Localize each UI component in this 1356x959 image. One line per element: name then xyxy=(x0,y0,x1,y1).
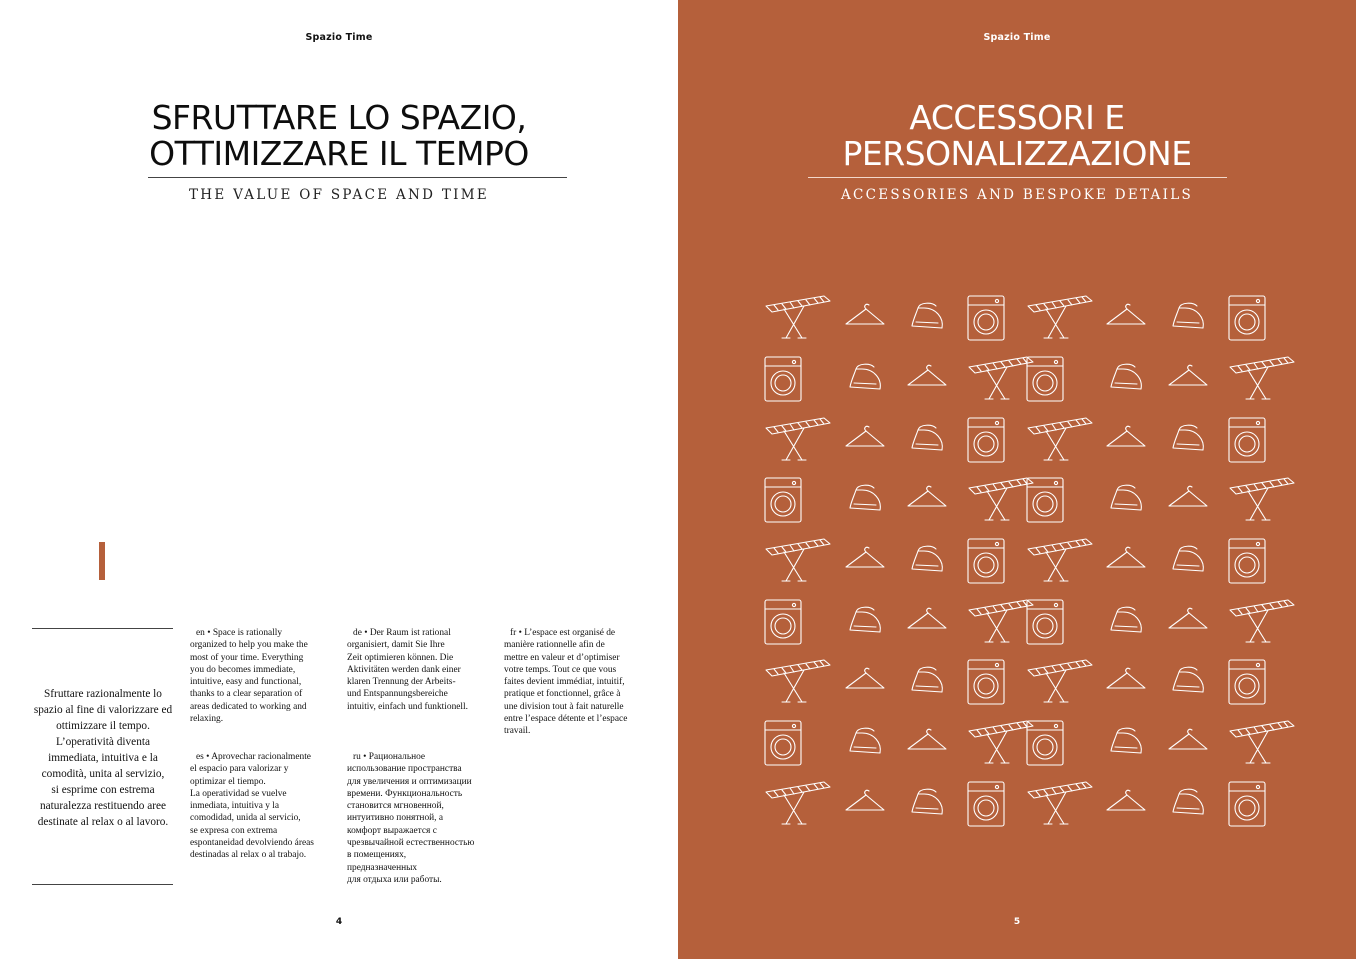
text-column-fr xyxy=(504,627,649,738)
iron-icon xyxy=(1111,607,1141,632)
text-line: Aktivitäten werden dank einer xyxy=(347,664,461,675)
text-line: La operatividad se vuelve xyxy=(190,788,287,799)
text-line: L’espace est organisé de xyxy=(524,628,616,638)
text-line: se expresa con extrema xyxy=(190,825,278,836)
hanger-icon xyxy=(908,365,946,385)
intro-line: L’operatività diventa xyxy=(55,736,150,748)
iron-icon xyxy=(850,728,880,753)
text-line: klaren Trennung der Arbeits- xyxy=(347,677,456,688)
text-line: комфорт выражается с xyxy=(347,825,437,836)
text-column-es xyxy=(190,751,335,862)
lang-code: ru xyxy=(353,752,361,762)
page-title xyxy=(0,100,678,172)
text-line: und Entspannungsbereiche xyxy=(347,689,448,700)
page-subtitle: ACCESSORIES AND BESPOKE DETAILS xyxy=(840,187,1194,203)
hanger-icon xyxy=(1169,608,1207,628)
iron-icon xyxy=(912,789,942,814)
text-line: most of your time. Everything xyxy=(190,652,304,663)
hanger-icon xyxy=(1107,790,1145,810)
drying-rack-icon xyxy=(969,721,1033,763)
intro-line: ottimizzare il tempo. xyxy=(56,720,150,732)
washing-machine-icon xyxy=(968,660,1004,704)
text-line: интуитивно понятной, а xyxy=(347,813,444,824)
title-line-1: ACCESSORI E xyxy=(909,98,1125,137)
hanger-icon xyxy=(908,608,946,628)
page-subtitle: THE VALUE OF SPACE AND TIME xyxy=(188,187,490,203)
drying-rack-icon xyxy=(1028,660,1092,702)
text-line: you do becomes immediate, xyxy=(190,664,296,675)
lang-line xyxy=(347,627,492,639)
washing-machine-icon xyxy=(1027,478,1063,522)
text-line: Der Raum ist rational xyxy=(369,628,451,638)
text-line: une division tout à fait naturelle xyxy=(504,701,624,712)
text-line: intuitive, easy and functional, xyxy=(190,677,302,688)
right-page xyxy=(678,0,1356,959)
intro-line: naturalezza restituendo aree xyxy=(39,800,167,812)
intro-line: immediata, intuitiva e la xyxy=(48,752,158,764)
text-line: использование пространства xyxy=(347,764,462,775)
intro-line: si esprime con estrema xyxy=(51,784,155,796)
laundry-icon-pattern xyxy=(678,0,1356,959)
text-line: relaxing. xyxy=(190,714,224,725)
text-line: comodidad, unida al servicio, xyxy=(190,813,301,824)
washing-machine-icon xyxy=(765,357,801,401)
text-line: для отдыха или работы. xyxy=(347,874,442,885)
iron-icon xyxy=(1111,485,1141,510)
text-column-en xyxy=(190,627,335,725)
drying-rack-icon xyxy=(969,478,1033,520)
text-line: el espacio para valorizar y xyxy=(190,764,289,775)
iron-icon xyxy=(1173,546,1203,571)
hanger-icon xyxy=(1107,547,1145,567)
text-column-ru xyxy=(347,751,497,886)
intro-text-it xyxy=(30,686,176,830)
drying-rack-icon xyxy=(1230,478,1294,520)
drying-rack-icon xyxy=(766,782,830,824)
washing-machine-icon xyxy=(1027,357,1063,401)
iron-icon xyxy=(1111,728,1141,753)
page-number: 5 xyxy=(1013,917,1021,927)
text-line: Рациональное xyxy=(368,752,426,762)
drying-rack-icon xyxy=(1230,600,1294,642)
lang-code: es xyxy=(196,752,204,762)
iron-icon xyxy=(912,303,942,328)
text-line: становится мгновенной, xyxy=(347,801,444,812)
washing-machine-icon xyxy=(1229,418,1265,462)
text-line: organisiert, damit Sie Ihre xyxy=(347,640,445,651)
drying-rack-icon xyxy=(766,660,830,702)
hanger-icon xyxy=(846,426,884,446)
drying-rack-icon xyxy=(969,600,1033,642)
washing-machine-icon xyxy=(765,478,801,522)
title-line-2: OTTIMIZZARE IL TEMPO xyxy=(149,134,529,173)
hanger-icon xyxy=(1169,486,1207,506)
lang-line xyxy=(347,751,497,763)
text-line: manière rationnelle afin de xyxy=(504,640,605,651)
text-line: entre l’espace détente et l’espace xyxy=(504,714,628,725)
iron-icon xyxy=(850,607,880,632)
iron-icon xyxy=(850,364,880,389)
text-line: optimizar el tiempo. xyxy=(190,776,266,787)
text-line: votre temps. Tout ce que vous xyxy=(504,664,617,675)
intro-bottom-rule xyxy=(32,884,173,885)
hanger-icon xyxy=(1107,668,1145,688)
title-rule xyxy=(148,177,567,178)
drying-rack-icon xyxy=(969,357,1033,399)
iron-icon xyxy=(1173,667,1203,692)
pattern-grid xyxy=(765,296,1294,826)
text-column-de xyxy=(347,627,492,713)
iron-icon xyxy=(1173,789,1203,814)
text-line: для увеличения и оптимизации xyxy=(347,776,472,787)
iron-icon xyxy=(912,425,942,450)
bullet: • xyxy=(206,752,210,762)
text-line: Aprovechar racionalmente xyxy=(211,752,311,762)
washing-machine-icon xyxy=(968,418,1004,462)
text-line: travail. xyxy=(504,726,531,737)
intro-line: spazio al fine di valorizzare ed xyxy=(33,704,173,716)
running-head: Spazio Time xyxy=(983,32,1051,43)
washing-machine-icon xyxy=(1027,600,1063,644)
drying-rack-icon xyxy=(1028,539,1092,581)
hanger-icon xyxy=(908,729,946,749)
washing-machine-icon xyxy=(968,782,1004,826)
text-line: destinadas al relax o al trabajo. xyxy=(190,850,307,861)
text-line: organized to help you make the xyxy=(190,640,308,651)
text-line: espontaneidad devolviendo áreas xyxy=(190,838,314,849)
intro-line: destinate al relax o al lavoro. xyxy=(37,816,169,828)
bullet: • xyxy=(364,628,368,638)
hanger-icon xyxy=(908,486,946,506)
intro-line: comodità, unita al servizio, xyxy=(41,768,165,780)
iron-icon xyxy=(850,485,880,510)
hanger-icon xyxy=(846,547,884,567)
text-line: чрезвычайной естественностью xyxy=(347,838,475,849)
washing-machine-icon xyxy=(1229,296,1265,340)
drying-rack-icon xyxy=(766,418,830,460)
washing-machine-icon xyxy=(968,539,1004,583)
text-line: faites devient immédiat, intuitif, xyxy=(504,677,625,688)
text-line: areas dedicated to working and xyxy=(190,701,307,712)
lang-code: en xyxy=(196,628,205,638)
intro-top-rule xyxy=(32,628,173,629)
hanger-icon xyxy=(1169,729,1207,749)
text-line: Zeit optimieren können. Die xyxy=(347,652,454,663)
accent-bar xyxy=(99,542,105,580)
bullet: • xyxy=(207,628,211,638)
drying-rack-icon xyxy=(1230,357,1294,399)
text-line: предназначенных xyxy=(347,862,418,873)
washing-machine-icon xyxy=(1229,539,1265,583)
running-head: Spazio Time xyxy=(305,32,373,43)
hanger-icon xyxy=(1107,426,1145,446)
drying-rack-icon xyxy=(1230,721,1294,763)
washing-machine-icon xyxy=(1229,660,1265,704)
lang-line xyxy=(190,627,335,639)
lang-code: de xyxy=(353,628,362,638)
washing-machine-icon xyxy=(765,600,801,644)
text-line: intuitiv, einfach und funktionell. xyxy=(347,701,468,712)
hanger-icon xyxy=(1107,304,1145,324)
hanger-icon xyxy=(846,668,884,688)
text-line: inmediata, intuitiva y la xyxy=(190,801,280,812)
washing-machine-icon xyxy=(1027,721,1063,765)
drying-rack-icon xyxy=(1028,418,1092,460)
iron-icon xyxy=(1173,425,1203,450)
hanger-icon xyxy=(1169,365,1207,385)
iron-icon xyxy=(1173,303,1203,328)
washing-machine-icon xyxy=(1229,782,1265,826)
lang-line xyxy=(504,627,649,639)
text-line: pratique et fonctionnel, grâce à xyxy=(504,689,621,700)
washing-machine-icon xyxy=(968,296,1004,340)
iron-icon xyxy=(912,667,942,692)
drying-rack-icon xyxy=(1028,296,1092,338)
text-line: thanks to a clear separation of xyxy=(190,689,303,700)
bullet: • xyxy=(518,628,522,638)
iron-icon xyxy=(912,546,942,571)
title-line-1: SFRUTTARE LO SPAZIO, xyxy=(151,98,527,137)
bullet: • xyxy=(363,752,367,762)
drying-rack-icon xyxy=(766,296,830,338)
text-line: Space is rationally xyxy=(212,628,283,638)
hanger-icon xyxy=(846,790,884,810)
drying-rack-icon xyxy=(766,539,830,581)
text-line: времени. Функциональность xyxy=(347,788,463,799)
text-line: mettre en valeur et d’optimiser xyxy=(504,652,620,663)
drying-rack-icon xyxy=(1028,782,1092,824)
intro-line: Sfruttare razionalmente lo xyxy=(44,688,162,700)
page-number: 4 xyxy=(335,917,343,927)
title-line-2: PERSONALIZZAZIONE xyxy=(842,134,1192,173)
lang-code: fr xyxy=(510,628,517,638)
hanger-icon xyxy=(846,304,884,324)
text-line: в помещениях, xyxy=(347,850,407,861)
washing-machine-icon xyxy=(765,721,801,765)
lang-line xyxy=(190,751,335,763)
iron-icon xyxy=(1111,364,1141,389)
